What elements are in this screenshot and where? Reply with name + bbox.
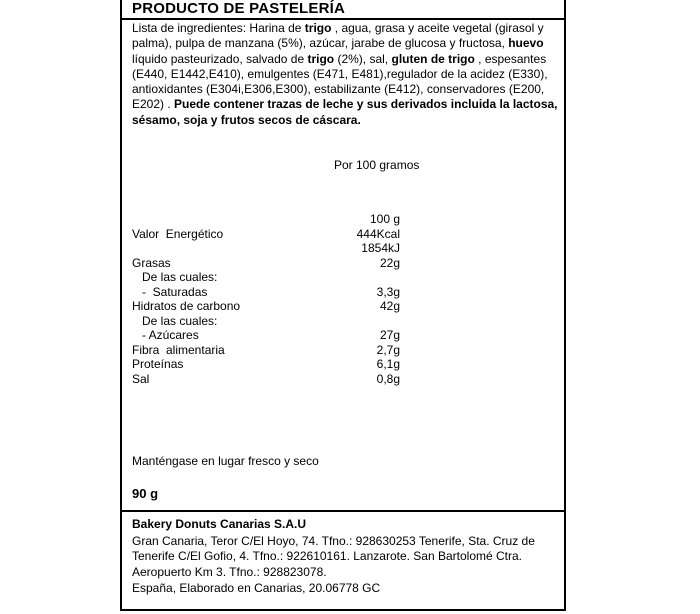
nutrition-label: Sal <box>132 371 150 386</box>
ingredient-text: líquido pasteurizado, salvado de <box>132 51 308 66</box>
nutrition-label: - Azúcares <box>132 328 199 342</box>
nutrition-value: 27g <box>379 328 400 342</box>
nutrition-value: 1854kJ <box>361 241 400 255</box>
nutrition-row <box>132 256 552 271</box>
allergen-highlight: Puede contener trazas de leche y sus derivados incluida la lactosa, sésamo, soja y frutos secos de cáscara. <box>132 97 558 127</box>
nutrition-label: De las cuales: <box>132 313 218 328</box>
nutrition-row <box>132 357 552 372</box>
ingredient-text: , espesantes (E440, E1442,E410), emulgentes (E471, E481),regulador de la acidez (E330), antioxidantes (E304i,E306,E300), estabilizante (E412), conservadores (E200, E202) . <box>132 51 548 112</box>
product-title: PRODUCTO DE PASTELERÍA <box>132 0 346 17</box>
nutrition-value: 6,1g <box>376 357 400 371</box>
ingredient-text: (2%), sal, <box>334 51 392 66</box>
allergen-highlight: trigo <box>307 51 335 66</box>
allergen-highlight: huevo <box>508 36 544 51</box>
nutrition-row <box>132 285 552 300</box>
origin-info: España, Elaborado en Canarias, 20.06778 GC <box>132 581 381 595</box>
nutrition-row <box>132 343 552 358</box>
nutrition-row <box>132 299 552 314</box>
nutrition-value: 22g <box>379 255 400 270</box>
allergen-highlight: trigo <box>304 21 332 35</box>
nutrition-label: De las cuales: <box>132 270 218 284</box>
net-weight: 90 g <box>132 486 159 501</box>
title-divider <box>122 18 564 20</box>
company-address: Gran Canaria, Teror C/El Hoyo, 74. Tfno.: 928630253 Tenerife, Sta. Cruz de Tenerife C/El Gofio, 4. Tfno.: 922610161. Lanzarote. San Bartolomé Ctra. Aeropuerto Km 3. Tfno.: 928823078. <box>132 534 535 579</box>
nutrition-row <box>132 227 552 242</box>
company-divider <box>122 510 564 512</box>
ingredients-list <box>132 21 562 128</box>
nutrition-value: 100 g <box>369 212 400 226</box>
company-name: Bakery Donuts Canarias S.A.U <box>132 517 307 531</box>
nutrition-table <box>132 212 552 386</box>
nutrition-label: - Saturadas <box>132 284 208 299</box>
nutrition-label: Grasas <box>132 255 171 270</box>
allergen-highlight: gluten de trigo <box>391 51 475 66</box>
nutrition-row <box>132 328 552 343</box>
nutrition-value: 2,7g <box>376 342 400 357</box>
product-label <box>120 0 566 611</box>
nutrition-row <box>132 212 552 227</box>
nutrition-row <box>132 270 552 285</box>
nutrition-label: Fibra alimentaria <box>132 342 225 357</box>
nutrition-label: Proteínas <box>132 357 184 371</box>
nutrition-label: Hidratos de carbono <box>132 299 241 313</box>
ingredient-text: , agua, grasa y aceite vegetal (girasol y palma), pulpa de manzana (5%), azúcar, jarabe de glucosa y fructosa, <box>132 21 544 51</box>
per-100-heading: Por 100 gramos <box>334 158 420 172</box>
ingredient-text: Lista de ingredientes: Harina de <box>132 21 305 35</box>
nutrition-value: 444Kcal <box>356 226 400 241</box>
nutrition-value: 0,8g <box>376 371 400 386</box>
nutrition-value: 42g <box>379 299 400 313</box>
nutrition-value: 3,3g <box>376 284 400 299</box>
nutrition-row <box>132 241 552 256</box>
nutrition-row <box>132 314 552 329</box>
storage-instructions: Manténgase en lugar fresco y seco <box>132 454 319 468</box>
nutrition-row <box>132 372 552 387</box>
nutrition-label: Valor Energético <box>132 226 224 241</box>
